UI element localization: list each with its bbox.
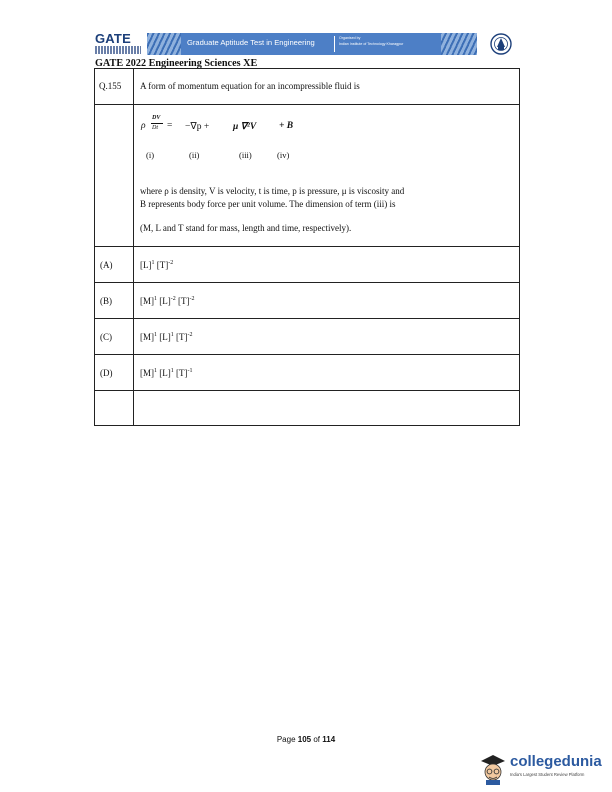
banner-organised-by: Organised by bbox=[339, 36, 361, 40]
paper-title: GATE 2022 Engineering Sciences XE bbox=[95, 58, 258, 69]
term-label-iii: (iii) bbox=[239, 150, 252, 160]
option-d-label: (D) bbox=[100, 368, 113, 378]
option-b-label: (B) bbox=[100, 296, 112, 306]
collegedunia-tagline: India's Largest Student Review Platform bbox=[510, 772, 585, 777]
term-label-i: (i) bbox=[146, 150, 155, 160]
equation-term-iv: + B bbox=[279, 121, 294, 131]
option-d-text: $[M]^1$ $[L]^1$ $[T]^{-1}$ bbox=[140, 368, 193, 378]
equation-fraction-denominator: Dt bbox=[152, 125, 158, 131]
option-b-text: $[M]^1$ $[L]^{-2}$ $[T]^{-2}$ bbox=[140, 296, 195, 306]
term-label-ii: (ii) bbox=[189, 150, 200, 160]
table-row-divider bbox=[95, 282, 519, 283]
explanation-note: (M, L and T stand for mass, length and time, respectively). bbox=[140, 223, 352, 233]
table-row-divider bbox=[95, 246, 519, 247]
equation-rho: ρ bbox=[141, 121, 146, 131]
equation-term-ii: −∇p + bbox=[185, 122, 210, 132]
header-banner bbox=[147, 33, 477, 55]
table-row-divider bbox=[95, 390, 519, 391]
table-row-divider bbox=[95, 354, 519, 355]
table-row-divider bbox=[95, 318, 519, 319]
collegedunia-wordmark: collegedunia bbox=[510, 753, 602, 770]
collegedunia-logo bbox=[470, 750, 610, 790]
option-a-text: $[L]^1$ $[T]^{-2}$ bbox=[140, 260, 174, 270]
page-number: Page 105 of 114 bbox=[276, 735, 336, 744]
gate-logo-subtext bbox=[95, 46, 141, 54]
term-label-iv: (iv) bbox=[277, 150, 290, 160]
explanation-line-2: B represents body force per unit volume. The dimension of term (iii) is bbox=[140, 199, 396, 209]
table-row-divider bbox=[95, 104, 519, 105]
question-stem: A form of momentum equation for an incompressible fluid is bbox=[140, 81, 360, 91]
question-number: Q.155 bbox=[99, 81, 122, 91]
question-table bbox=[94, 68, 520, 426]
iit-emblem-icon bbox=[490, 32, 512, 56]
graduate-mascot-icon bbox=[478, 752, 508, 786]
option-a-label: (A) bbox=[100, 260, 113, 270]
option-c-label: (C) bbox=[100, 332, 112, 342]
banner-organiser: Indian Institute of Technology Kharagpur bbox=[339, 42, 404, 46]
equation-equals: = bbox=[167, 121, 173, 131]
explanation-line-1: where ρ is density, V is velocity, t is time, p is pressure, μ is viscosity and bbox=[140, 186, 405, 196]
gate-logo-text: GATE bbox=[95, 31, 131, 46]
banner-separator bbox=[334, 36, 335, 52]
banner-title: Graduate Aptitude Test in Engineering bbox=[187, 38, 315, 47]
table-column-divider bbox=[133, 69, 134, 425]
equation-term-iii: μ ∇²V bbox=[233, 122, 257, 132]
gate-logo bbox=[95, 31, 143, 57]
equation-fraction-numerator: DV bbox=[152, 115, 161, 121]
option-c-text: $[M]^1$ $[L]^1$ $[T]^{-2}$ bbox=[140, 332, 193, 342]
equation-fraction-bar bbox=[151, 123, 163, 124]
